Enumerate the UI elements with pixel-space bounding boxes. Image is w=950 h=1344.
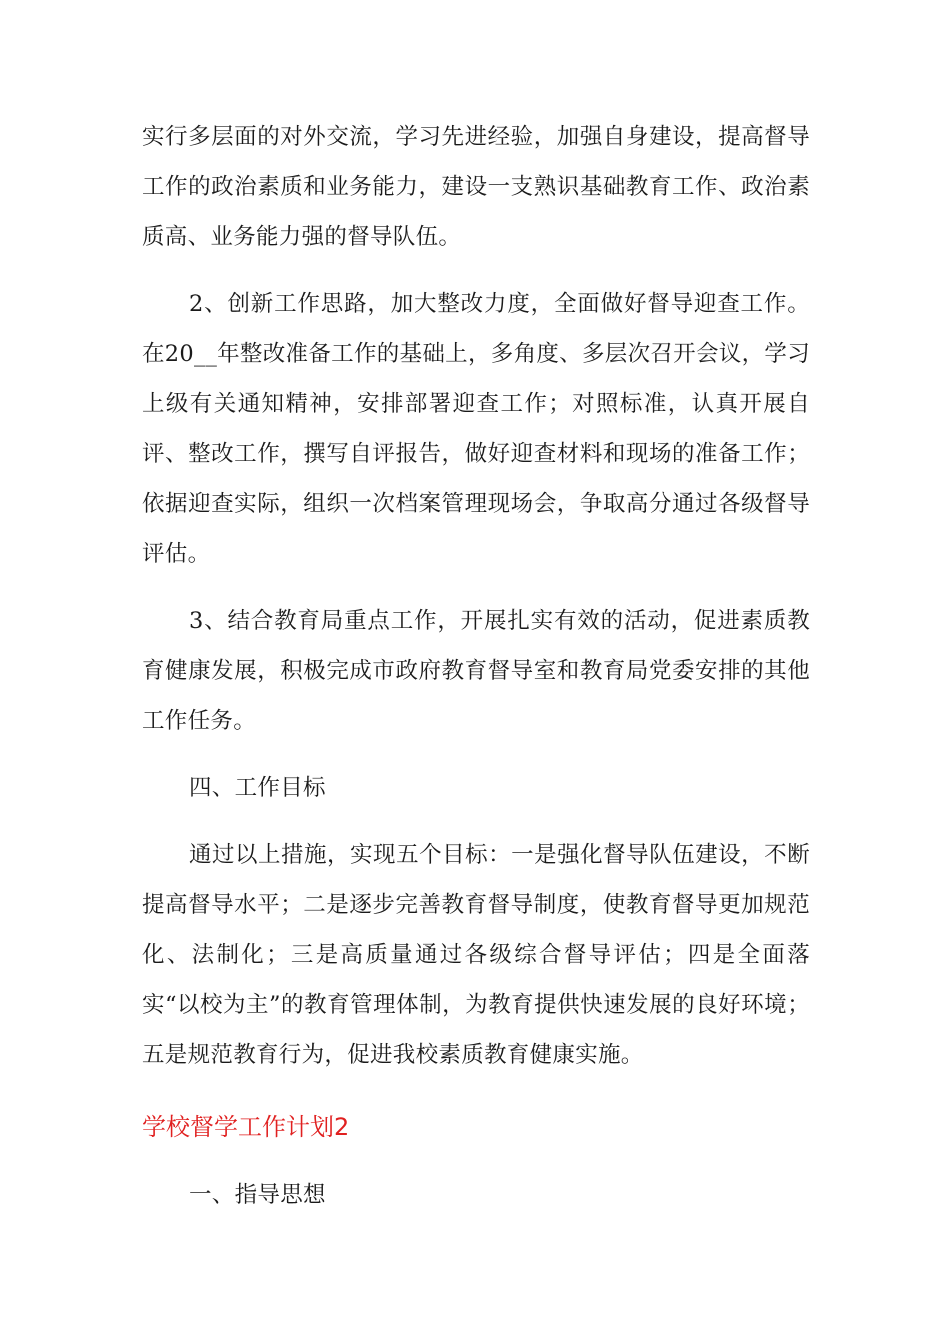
paragraph-item-2: 2、创新工作思路，加大整改力度，全面做好督导迎查工作。在20__年整改准备工作的基础上，多角度、多层次召开会议，学习上级有关通知精神，安排部署迎查工作；对照标准，认真开展自评、整改工作，撰写自评报告，做好迎查材料和现场的准备工作；依据迎查实际，组织一次档案管理现场会，争取高分通过各级督导评估。 (142, 291, 810, 567)
section-heading: 学校督学工作计划2 (142, 1113, 350, 1141)
paragraph-continuation: 实行多层面的对外交流，学习先进经验，加强自身建设，提高督导工作的政治素质和业务能力，建设一支熟识基础教育工作、政治素质高、业务能力强的督导队伍。 (142, 124, 810, 250)
subheading-guiding-thought: 一、指导思想 (189, 1182, 326, 1208)
paragraph-goals: 通过以上措施，实现五个目标：一是强化督导队伍建设，不断提高督导水平；二是逐步完善教育督导制度，使教育督导更加规范化、法制化；三是高质量通过各级综合督导评估；四是全面落实“以校为主”的教育管理体制，为教育提供快速发展的良好环境；五是规范教育行为，促进我校素质教育健康实施。 (142, 842, 810, 1068)
document-page (142, 112, 810, 1220)
paragraph-item-3: 3、结合教育局重点工作，开展扎实有效的活动，促进素质教育健康发展，积极完成市政府教育督导室和教育局党委安排的其他工作任务。 (142, 608, 810, 734)
section-title-work-goals: 四、工作目标 (189, 775, 326, 801)
